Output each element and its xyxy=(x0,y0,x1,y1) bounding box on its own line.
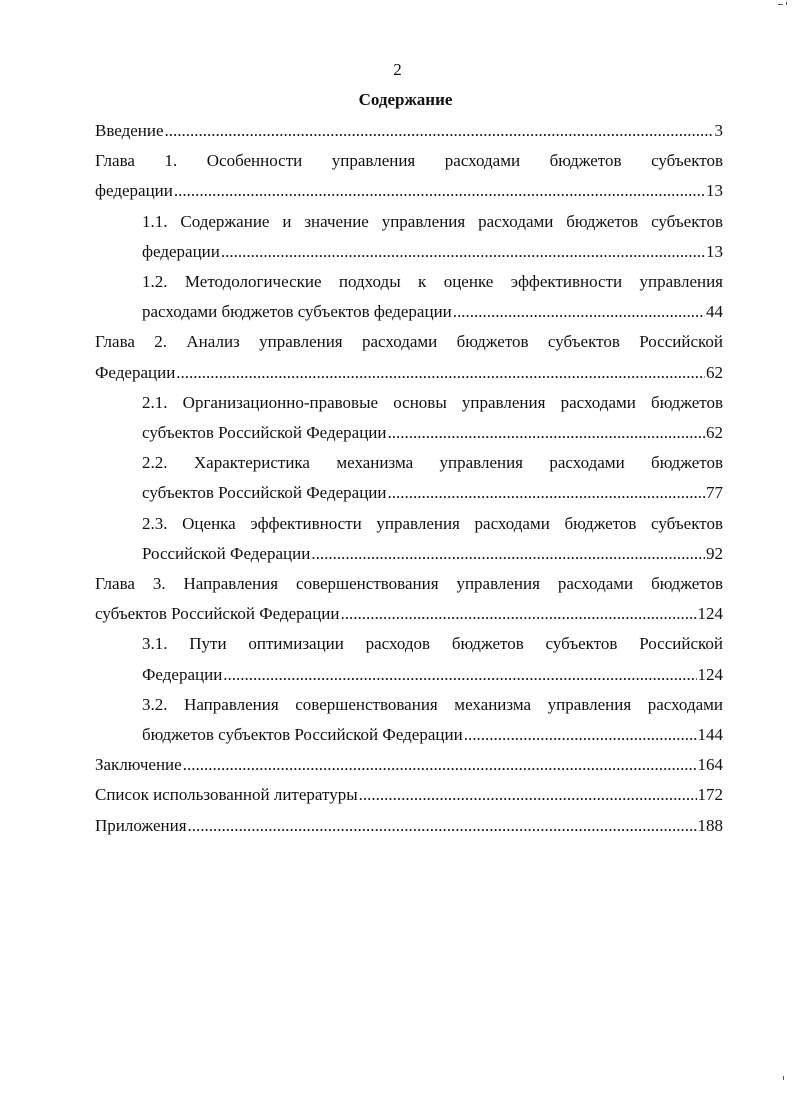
toc-entry-section-2-2[interactable] xyxy=(95,448,723,508)
toc-entry-text-continued: Российской Федерации xyxy=(142,543,311,563)
page-number: 2 xyxy=(393,60,402,79)
toc-entry-text-continued: субъектов Российской Федерации xyxy=(95,604,340,624)
dot-leader xyxy=(174,176,705,206)
toc-page-number: 62 xyxy=(706,362,723,382)
dot-leader xyxy=(165,116,714,146)
toc-page-number: 44 xyxy=(706,302,723,322)
toc-entry-introduction[interactable] xyxy=(95,116,723,146)
toc-page-number: 124 xyxy=(697,604,723,624)
dot-leader xyxy=(464,720,697,750)
toc-entry-section-2-1[interactable] xyxy=(95,388,723,448)
toc-entry-section-1-1[interactable] xyxy=(95,207,723,267)
toc-page-number: 92 xyxy=(706,543,723,563)
toc-entry-text-continued: федерации xyxy=(95,181,173,201)
dot-leader xyxy=(221,237,705,267)
toc-entry-section-3-2[interactable] xyxy=(95,690,723,750)
toc-page-number: 172 xyxy=(697,785,723,805)
toc-entry-text: Глава 2. Анализ управления расходами бюджетов субъектов Российской xyxy=(95,332,723,352)
toc-page-number: 144 xyxy=(697,725,723,745)
toc-page-number: 62 xyxy=(706,423,723,443)
toc-entry-text: Заключение xyxy=(95,755,182,775)
toc-entry-text: 1.2. Методологические подходы к оценке эффективности управления xyxy=(142,272,723,292)
toc-entry-section-1-2[interactable] xyxy=(95,267,723,327)
toc-entry-text: 2.1. Организационно-правовые основы управления расходами бюджетов xyxy=(142,392,723,412)
dot-leader xyxy=(388,478,706,508)
toc-page-number: 77 xyxy=(706,483,723,503)
dot-leader xyxy=(341,599,697,629)
table-of-contents xyxy=(95,116,723,841)
dot-leader xyxy=(311,539,705,569)
toc-page-number: 3 xyxy=(714,121,723,140)
scan-artifact-top-right xyxy=(778,4,783,5)
dot-leader xyxy=(183,750,697,780)
dot-leader xyxy=(453,297,705,327)
dot-leader xyxy=(223,660,696,690)
toc-page-number: 124 xyxy=(697,664,723,684)
toc-entry-text: 2.2. Характеристика механизма управления расходами бюджетов xyxy=(142,453,723,473)
toc-entry-text-continued: субъектов Российской Федерации xyxy=(142,423,387,443)
toc-entry-text-continued: расходами бюджетов субъектов федерации xyxy=(142,302,452,322)
toc-entry-text-continued: субъектов Российской Федерации xyxy=(142,483,387,503)
toc-entry-bibliography[interactable] xyxy=(95,780,723,810)
toc-entry-chapter-2[interactable] xyxy=(95,327,723,387)
scan-artifact-top-right xyxy=(786,2,787,5)
dot-leader xyxy=(359,780,697,810)
toc-entry-text: 3.1. Пути оптимизации расходов бюджетов субъектов Российской xyxy=(142,634,723,654)
toc-entry-text-continued: федерации xyxy=(142,241,220,261)
toc-entry-text-continued: Федерации xyxy=(95,362,176,382)
toc-entry-text-continued: бюджетов субъектов Российской Федерации xyxy=(142,725,463,745)
toc-entry-chapter-3[interactable] xyxy=(95,569,723,629)
scan-artifact-bottom-right xyxy=(783,1076,784,1080)
toc-page-number: 164 xyxy=(697,755,723,775)
toc-entry-appendices[interactable] xyxy=(95,811,723,841)
toc-entry-text: 3.2. Направления совершенствования механизма управления расходами xyxy=(142,694,723,714)
toc-entry-conclusion[interactable] xyxy=(95,750,723,780)
toc-title: Содержание xyxy=(358,90,453,109)
toc-entry-text: Глава 1. Особенности управления расходами бюджетов субъектов xyxy=(95,151,723,171)
toc-entry-section-2-3[interactable] xyxy=(95,509,723,569)
toc-entry-text: Глава 3. Направления совершенствования управления расходами бюджетов xyxy=(95,574,723,594)
dot-leader xyxy=(176,358,705,388)
dot-leader xyxy=(188,811,697,841)
toc-entry-chapter-1[interactable] xyxy=(95,146,723,206)
toc-entry-text: Введение xyxy=(95,121,164,140)
toc-entry-text-continued: Федерации xyxy=(142,664,223,684)
toc-entry-text: 1.1. Содержание и значение управления расходами бюджетов субъектов xyxy=(142,211,723,231)
toc-page-number: 13 xyxy=(706,241,723,261)
toc-entry-text: Приложения xyxy=(95,815,187,835)
toc-page-number: 188 xyxy=(697,815,723,835)
toc-entry-section-3-1[interactable] xyxy=(95,629,723,689)
toc-entry-text: 2.3. Оценка эффективности управления расходами бюджетов субъектов xyxy=(142,513,723,533)
toc-entry-text: Список использованной литературы xyxy=(95,785,358,805)
dot-leader xyxy=(388,418,706,448)
toc-page-number: 13 xyxy=(706,181,723,201)
